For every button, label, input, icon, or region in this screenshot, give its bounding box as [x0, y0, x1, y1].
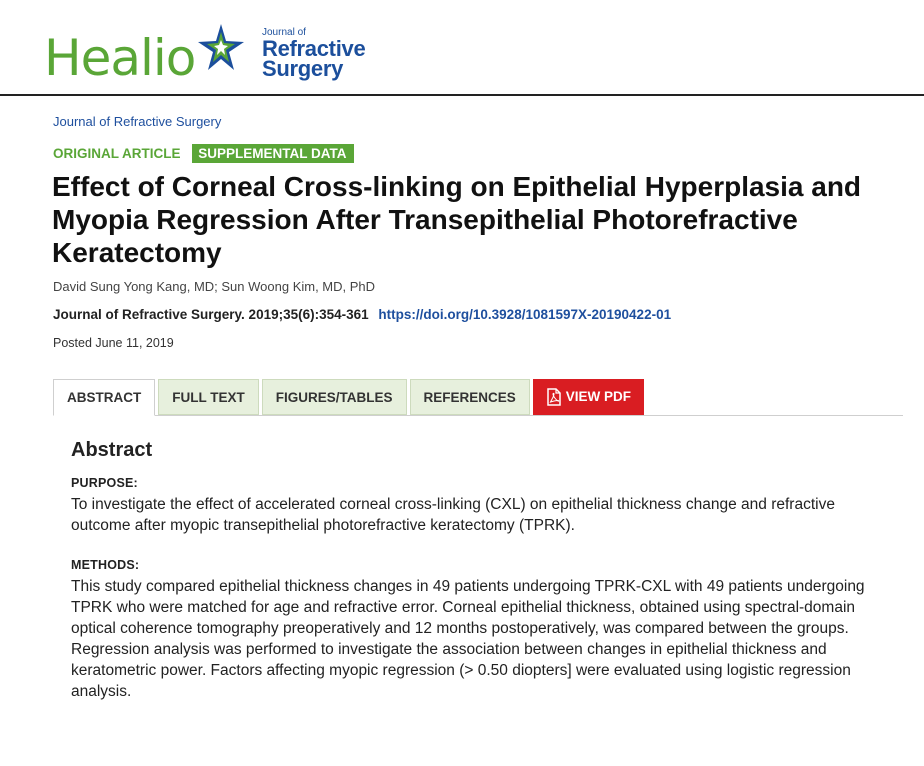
- article-title: Effect of Corneal Cross-linking on Epithelial Hyperplasia and Myopia Regression After Transepithelial Photorefractive Keratectomy: [52, 171, 862, 268]
- supplemental-data-badge[interactable]: SUPPLEMENTAL DATA: [192, 144, 353, 163]
- view-pdf-button[interactable]: [533, 379, 644, 415]
- article-labels: [53, 146, 354, 161]
- tab-abstract[interactable]: ABSTRACT: [53, 379, 155, 416]
- star-logo-icon: [196, 22, 246, 72]
- purpose-text: To investigate the effect of accelerated corneal cross-linking (CXL) on epithelial thickness change and refractive outcome after myopic transepithelial photorefractive keratectomy (TPRK).: [71, 496, 835, 534]
- abstract-heading: Abstract: [71, 439, 153, 461]
- tab-figures-tables[interactable]: FIGURES/TABLES: [262, 379, 407, 415]
- purpose-heading: PURPOSE:: [71, 476, 138, 490]
- article-authors: David Sung Yong Kang, MD; Sun Woong Kim, MD, PhD: [53, 279, 376, 294]
- journal-logo[interactable]: [262, 28, 365, 79]
- article-citation: [53, 307, 671, 322]
- healio-logo[interactable]: Healio: [44, 29, 196, 87]
- doi-link[interactable]: https://doi.org/10.3928/1081597X-20190422-01: [378, 307, 672, 322]
- site-header: [0, 0, 924, 96]
- journal-breadcrumb-link[interactable]: Journal of Refractive Surgery: [53, 114, 222, 129]
- tab-references[interactable]: REFERENCES: [410, 379, 530, 415]
- citation-text: Journal of Refractive Surgery. 2019;35(6):354-361: [53, 307, 369, 322]
- methods-heading: METHODS:: [71, 558, 140, 572]
- article-tabs: [53, 379, 903, 416]
- methods-text: This study compared epithelial thickness changes in 49 patients undergoing TPRK-CXL with 49 patients undergoing TPRK who were matched for age and refractive error. Corneal epithelial thickness, obtained using spectral-domain optical coherence tomography preoperatively and 12 months postoperatively, was compared between the groups. Regression analysis was performed to investigate the association between changes in epithelial thickness and keratometric power. Factors affecting myopic regression (> 0.50 diopters] were evaluated using logistic regression analysis.: [71, 578, 865, 700]
- view-pdf-label: VIEW PDF: [565, 389, 632, 404]
- posted-date: Posted June 11, 2019: [53, 336, 174, 350]
- journal-logo-line1: Refractive: [262, 36, 366, 61]
- journal-logo-line2: Surgery: [262, 56, 344, 81]
- header-divider: [0, 94, 924, 96]
- tab-full-text[interactable]: FULL TEXT: [158, 379, 259, 415]
- journal-logo-small: Journal of: [262, 27, 306, 38]
- original-article-label: ORIGINAL ARTICLE: [53, 146, 181, 161]
- pdf-icon: [546, 388, 562, 406]
- abstract-section: [71, 438, 871, 724]
